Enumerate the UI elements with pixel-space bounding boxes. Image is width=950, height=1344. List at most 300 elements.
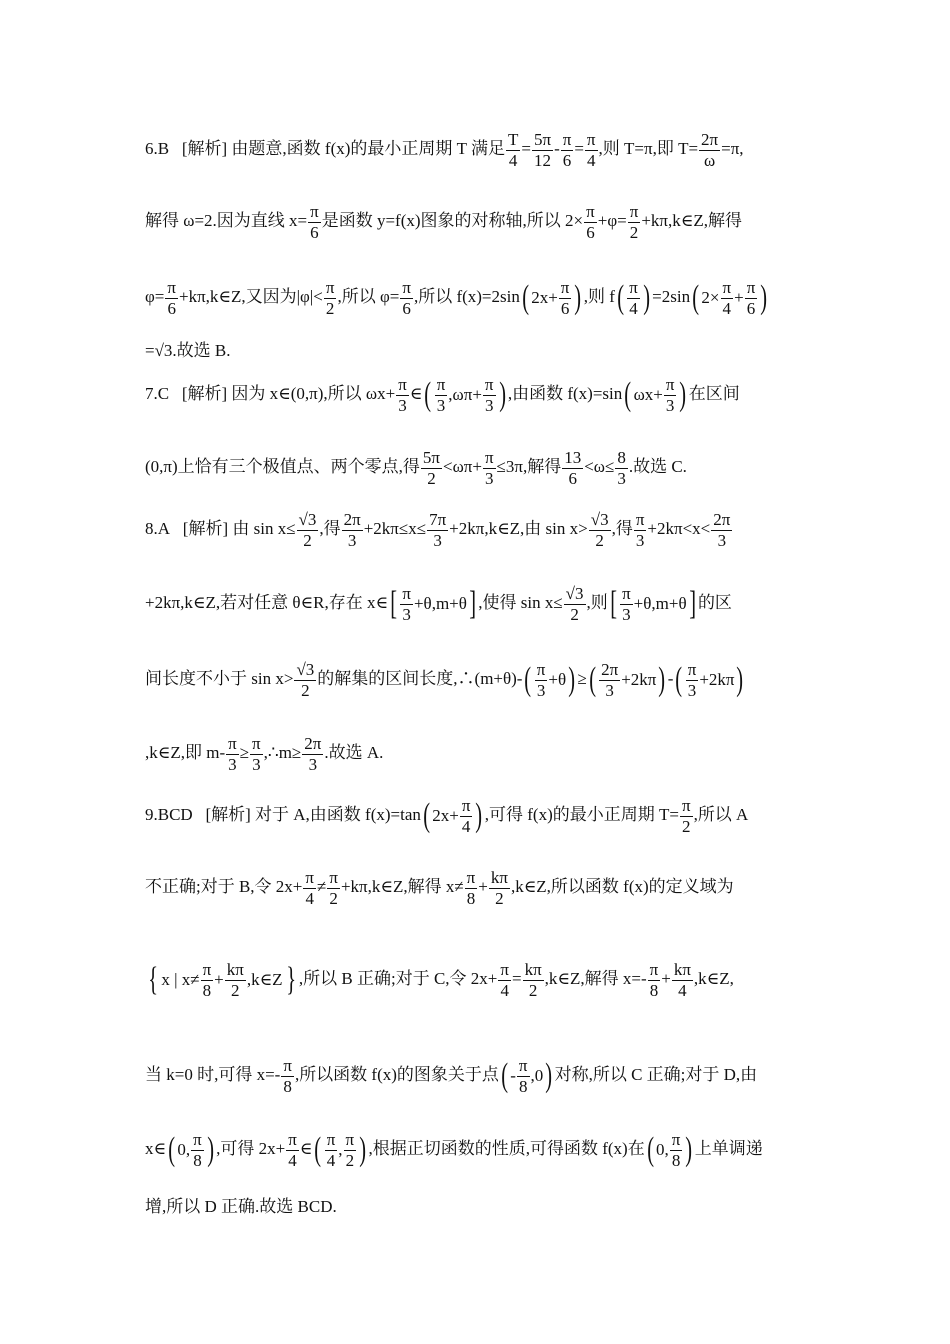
close-delimiter: ] (469, 585, 476, 623)
text-run: 2x+ (531, 288, 558, 308)
fraction (585, 130, 598, 170)
paren-group (587, 660, 668, 700)
fraction-denominator: 12 (534, 150, 552, 170)
text-line (145, 510, 805, 550)
fraction (672, 960, 693, 1000)
text-line (145, 130, 805, 170)
fraction-numerator: √3 (565, 584, 584, 603)
fraction-denominator: 4 (678, 980, 687, 1000)
text-run: 的区 (697, 592, 732, 612)
fraction-numerator: π (622, 584, 631, 603)
text-run: 间长度不小于 sin x> (145, 668, 294, 688)
text-run: ,根据正切函数的性质,可得函数 f(x)在 (368, 1138, 645, 1158)
fraction (564, 584, 586, 624)
fraction-denominator: 4 (461, 816, 471, 836)
text-run: <ω≤ (584, 456, 615, 476)
text-run: =π, (721, 138, 744, 158)
fraction-numerator: kπ (490, 868, 508, 887)
fraction (465, 868, 478, 908)
text-run: ∈ (299, 1138, 313, 1158)
fraction-denominator: 2 (595, 530, 604, 550)
fraction (421, 448, 442, 488)
fraction (535, 660, 548, 700)
text-run: , (338, 1140, 343, 1160)
fraction-denominator: 2 (570, 604, 579, 624)
fraction (721, 278, 734, 318)
fraction-denominator: 3 (665, 395, 675, 415)
close-delimiter: ) (475, 797, 483, 835)
fraction-denominator: 4 (288, 1150, 297, 1170)
fraction-numerator: π (500, 960, 509, 979)
fraction-numerator: π (402, 278, 411, 297)
fraction (327, 868, 340, 908)
fraction-denominator: 6 (568, 468, 577, 488)
fraction-numerator: π (484, 448, 494, 467)
fraction (302, 734, 323, 774)
fraction (297, 510, 319, 550)
fraction-denominator: ω (703, 150, 716, 170)
fraction-denominator: 3 (402, 604, 411, 624)
text-line (145, 375, 805, 415)
text-run: ,k∈Z (246, 970, 283, 990)
text-run: +2kπ (699, 670, 735, 690)
fraction (435, 375, 448, 415)
fraction-numerator: 5π (422, 448, 440, 467)
bracket-group (388, 584, 478, 624)
text-run: 当 k=0 时,可得 x=- (145, 1064, 281, 1084)
text-run: 7.C [解析] 因为 x∈(0,π),所以 ωx+ (145, 383, 396, 403)
text-run: ,k∈Z,所以函数 f(x)的定义域为 (510, 876, 734, 896)
fraction-numerator: π (536, 660, 546, 679)
fraction (559, 278, 572, 318)
close-delimiter: ) (679, 376, 687, 414)
text-run: = (574, 138, 584, 158)
fraction-numerator: π (746, 278, 756, 297)
text-run: (0,π)上恰有三个极值点、两个零点,得 (145, 456, 420, 476)
fraction-denominator: 4 (508, 150, 518, 170)
paren-group (520, 278, 584, 318)
fraction (627, 278, 640, 318)
fraction-denominator: 3 (228, 754, 237, 774)
fraction (286, 1130, 299, 1170)
text-run: x∈ (145, 1138, 167, 1158)
fraction-numerator: √3 (590, 510, 609, 529)
fraction (489, 868, 510, 908)
close-delimiter: ) (736, 661, 744, 699)
fraction (589, 510, 611, 550)
open-delimiter: ( (675, 661, 683, 699)
fraction (400, 584, 413, 624)
text-line (145, 584, 805, 624)
fraction-numerator: kπ (673, 960, 691, 979)
paren-group (690, 278, 770, 318)
close-delimiter: ] (688, 585, 696, 623)
fraction-numerator: π (326, 1130, 336, 1149)
fraction-numerator: T (507, 130, 519, 149)
fraction-numerator: π (466, 868, 476, 887)
text-run: +kπ,k∈Z,解得 (641, 210, 742, 230)
fraction-numerator: π (288, 1130, 297, 1149)
text-run: <ωπ+ (443, 456, 482, 476)
open-delimiter: ( (522, 279, 529, 317)
close-delimiter: ) (643, 279, 650, 317)
text-run: +2kπ≤x≤ (363, 518, 427, 538)
fraction-numerator: kπ (524, 960, 542, 979)
open-delimiter: [ (610, 585, 617, 623)
fraction (294, 660, 316, 700)
fraction (584, 202, 597, 242)
text-run: 不正确;对于 B,令 2x+ (145, 876, 303, 896)
text-line (145, 960, 805, 1000)
text-run: +θ,m+θ (413, 594, 467, 614)
fraction-numerator: √3 (296, 660, 315, 679)
text-run: 在区间 (688, 383, 740, 403)
open-delimiter: ( (524, 661, 532, 699)
open-delimiter: ( (314, 1131, 322, 1169)
fraction (400, 278, 413, 318)
text-run: 对称,所以 C 正确;对于 D,由 (554, 1064, 758, 1084)
fraction (483, 375, 496, 415)
fraction-numerator: π (665, 375, 675, 394)
set-braces (145, 960, 299, 1000)
fraction-numerator: π (252, 734, 261, 753)
fraction-numerator: π (687, 660, 697, 679)
fraction-denominator: 6 (310, 222, 319, 242)
fraction (532, 130, 553, 170)
fraction-numerator: π (436, 375, 446, 394)
fraction-denominator: 3 (687, 680, 697, 700)
text-run: +2kπ,k∈Z,若对任意 θ∈R,存在 x∈ (145, 592, 389, 612)
fraction (634, 510, 647, 550)
fraction-denominator: 2 (231, 980, 240, 1000)
fraction (506, 130, 520, 170)
text-run: x | x≠ (161, 970, 200, 990)
text-run: +kπ,k∈Z,解得 x≠ (340, 876, 464, 896)
fraction-denominator: 3 (436, 395, 446, 415)
fraction-numerator: 13 (564, 448, 582, 467)
fraction-denominator: 3 (484, 395, 494, 415)
open-delimiter: ( (423, 797, 430, 835)
fraction-numerator: 7π (429, 510, 447, 529)
fraction (165, 278, 178, 318)
fraction-numerator: π (461, 796, 471, 815)
text-run: - (510, 1066, 516, 1086)
fraction-denominator: 2 (495, 888, 504, 908)
fraction-numerator: π (202, 960, 212, 979)
text-run: 上单调递 (694, 1138, 763, 1158)
fraction (648, 960, 661, 1000)
text-line (145, 336, 805, 361)
text-run: ,k∈Z,即 m- (145, 742, 226, 762)
fraction (523, 960, 544, 1000)
text-run: ωx+ (633, 385, 663, 405)
text-run: ,则 T=π,即 T= (598, 138, 699, 158)
fraction (699, 130, 720, 170)
fraction (396, 375, 409, 415)
paren-group (312, 1130, 368, 1170)
paren-group (499, 1056, 555, 1096)
fraction (483, 448, 496, 488)
text-run: ≤3π,解得 (496, 456, 562, 476)
close-delimiter: ) (359, 1131, 367, 1169)
text-run: ≠ (317, 876, 327, 896)
fraction-denominator: 6 (167, 298, 176, 318)
fraction-numerator: π (402, 584, 411, 603)
fraction (517, 1056, 530, 1096)
fraction (628, 202, 641, 242)
fraction (561, 130, 574, 170)
fraction-denominator: 3 (252, 754, 261, 774)
text-run: ,所以 A (693, 804, 749, 824)
text-run: +kπ,k∈Z,又因为|φ|< (179, 286, 323, 306)
paren-group (421, 796, 485, 836)
fraction-numerator: π (722, 278, 732, 297)
text-run: = (511, 968, 522, 988)
fraction (670, 1130, 683, 1170)
text-run: +2kπ<x< (647, 518, 711, 538)
fraction-denominator: 2 (528, 980, 538, 1000)
fraction (686, 660, 699, 700)
fraction-denominator: 6 (402, 298, 411, 318)
fraction-numerator: π (228, 734, 237, 753)
fraction-numerator: π (283, 1056, 292, 1075)
text-run: + (661, 968, 671, 988)
text-run: 2× (701, 288, 720, 308)
fraction-denominator: 8 (649, 980, 659, 1000)
text-run: 增,所以 D 正确.故选 BCD. (145, 1197, 337, 1216)
fraction-numerator: 2π (343, 510, 361, 529)
text-run: +2kπ (621, 670, 657, 690)
text-line (145, 734, 805, 774)
fraction-numerator: π (671, 1130, 681, 1149)
fraction (226, 734, 239, 774)
open-delimiter: ( (646, 1131, 654, 1169)
fraction-denominator: 8 (202, 980, 212, 1000)
fraction-denominator: 6 (746, 298, 756, 318)
paren-group (422, 375, 507, 415)
text-run: φ= (145, 286, 165, 306)
text-line (145, 1192, 805, 1217)
text-run: ,所以 φ= (337, 286, 400, 306)
fraction-denominator: 4 (586, 150, 596, 170)
text-run: ,所以函数 f(x)的图象关于点 (294, 1064, 499, 1084)
fraction (225, 960, 246, 1000)
text-run: =2sin (652, 286, 691, 306)
text-run: ,k∈Z, (693, 968, 734, 988)
fraction-numerator: π (305, 868, 314, 887)
fraction-numerator: π (518, 1056, 528, 1075)
close-delimiter: ) (685, 1131, 693, 1169)
fraction-numerator: π (649, 960, 659, 979)
fraction-numerator: π (560, 278, 570, 297)
fraction-denominator: 4 (722, 298, 732, 318)
fraction (427, 510, 448, 550)
text-run: ,∴m≥ (263, 742, 302, 762)
fraction (460, 796, 473, 836)
text-run: 8.A [解析] 由 sin x≤ (145, 518, 296, 538)
fraction-denominator: 2 (329, 888, 338, 908)
text-run: ,所以 f(x)=2sin (413, 286, 520, 306)
text-run: ,k∈Z,解得 x=- (544, 968, 647, 988)
fraction-denominator: 4 (629, 298, 638, 318)
text-run: 0, (656, 1140, 669, 1160)
text-run: + (734, 288, 744, 308)
open-delimiter: { (148, 961, 159, 999)
fraction-denominator: 2 (427, 468, 436, 488)
close-delimiter: ) (498, 376, 506, 414)
text-run: ,可得 2x+ (216, 1138, 286, 1158)
open-delimiter: ( (501, 1057, 508, 1095)
open-delimiter: [ (390, 585, 398, 623)
open-delimiter: ( (692, 279, 700, 317)
fraction (664, 375, 677, 415)
text-run: ,0 (530, 1066, 544, 1086)
text-run: 2x+ (432, 806, 459, 826)
close-delimiter: } (285, 961, 296, 999)
text-run: 0, (177, 1140, 191, 1160)
text-run: - (667, 668, 674, 688)
text-line (145, 868, 805, 908)
open-delimiter: ( (617, 279, 624, 317)
fraction-numerator: √3 (298, 510, 317, 529)
fraction-denominator: 4 (305, 888, 314, 908)
close-delimiter: ) (658, 661, 666, 699)
text-run: ≥ (239, 742, 250, 762)
fraction-denominator: 3 (617, 468, 626, 488)
fraction-numerator: π (193, 1130, 202, 1149)
fraction-numerator: kπ (226, 960, 244, 979)
fraction-numerator: π (325, 278, 335, 297)
fraction-denominator: 2 (303, 530, 312, 550)
fraction-numerator: π (167, 278, 176, 297)
fraction-numerator: 2π (601, 660, 619, 679)
fraction (324, 278, 337, 318)
text-run: +θ (548, 670, 567, 690)
fraction-denominator: 8 (283, 1076, 292, 1096)
paren-group (615, 278, 652, 318)
text-run: + (478, 876, 488, 896)
text-run: 6.B [解析] 由题意,函数 f(x)的最小正周期 T 满足 (145, 138, 505, 158)
fraction-numerator: π (681, 796, 691, 815)
fraction-denominator: 6 (560, 298, 570, 318)
text-line (145, 660, 805, 700)
fraction-numerator: π (562, 130, 572, 149)
fraction-numerator: 2π (304, 734, 322, 753)
fraction (342, 510, 363, 550)
open-delimiter: ( (589, 661, 596, 699)
text-line (145, 202, 805, 242)
fraction-denominator: 3 (605, 680, 614, 700)
open-delimiter: ( (168, 1131, 176, 1169)
text-run: ,ωπ+ (448, 385, 482, 405)
text-run: 的解集的区间长度,∴(m+θ)- (317, 668, 523, 688)
text-run: ,可得 f(x)的最小正周期 T= (484, 804, 679, 824)
fraction-numerator: π (398, 375, 407, 394)
fraction-denominator: 8 (466, 888, 476, 908)
text-run: ≥ (577, 668, 587, 688)
fraction (303, 868, 316, 908)
text-line (145, 1056, 805, 1096)
fraction (201, 960, 214, 1000)
fraction-denominator: 2 (325, 298, 335, 318)
fraction-denominator: 3 (622, 604, 631, 624)
fraction-numerator: π (586, 130, 596, 149)
fraction-denominator: 3 (635, 530, 645, 550)
fraction-numerator: π (310, 202, 319, 221)
open-delimiter: ( (624, 376, 632, 414)
text-run: .故选 A. (324, 742, 384, 762)
paren-group (645, 1130, 695, 1170)
close-delimiter: ) (574, 279, 582, 317)
close-delimiter: ) (545, 1057, 553, 1095)
fraction-denominator: 4 (326, 1150, 336, 1170)
text-run: ,则 f (583, 286, 615, 306)
fraction (250, 734, 263, 774)
fraction-numerator: π (635, 510, 645, 529)
text-run: ,所以 B 正确;对于 C,令 2x+ (298, 968, 498, 988)
fraction (562, 448, 583, 488)
paren-group (673, 660, 745, 700)
text-run: + (214, 970, 224, 990)
text-line (145, 796, 805, 836)
fraction-numerator: π (629, 202, 639, 221)
close-delimiter: ) (568, 661, 576, 699)
fraction-denominator: 2 (629, 222, 639, 242)
text-run: +θ,m+θ (633, 594, 687, 614)
open-delimiter: ( (424, 376, 432, 414)
fraction (325, 1130, 338, 1170)
fraction-numerator: 5π (533, 130, 552, 149)
text-run: ,得 (611, 518, 633, 538)
text-line (145, 448, 805, 488)
fraction-numerator: π (329, 868, 338, 887)
fraction-numerator: 2π (701, 130, 719, 149)
fraction (745, 278, 758, 318)
fraction-denominator: 2 (345, 1150, 355, 1170)
text-run: .故选 C. (628, 456, 687, 476)
fraction-denominator: 3 (398, 395, 407, 415)
fraction-denominator: 3 (485, 468, 494, 488)
text-run: =√3.故选 B. (145, 341, 231, 360)
text-run: ∈ (409, 383, 423, 403)
close-delimiter: ) (207, 1131, 214, 1169)
fraction (344, 1130, 357, 1170)
fraction-denominator: 6 (586, 222, 595, 242)
text-run: +2kπ,k∈Z,由 sin x> (449, 518, 588, 538)
fraction (498, 960, 511, 1000)
text-run: - (554, 138, 560, 158)
fraction (615, 448, 628, 488)
text-run: = (521, 138, 531, 158)
fraction-denominator: 2 (301, 680, 310, 700)
fraction-denominator: 3 (347, 530, 357, 550)
fraction-numerator: 2π (713, 510, 731, 529)
fraction (620, 584, 633, 624)
fraction-denominator: 3 (433, 530, 442, 550)
text-run: 解得 ω=2.因为直线 x= (145, 210, 308, 230)
fraction (599, 660, 620, 700)
text-run: ,则 (586, 592, 608, 612)
fraction (191, 1130, 204, 1170)
close-delimiter: ) (760, 279, 768, 317)
text-run: ,得 (319, 518, 341, 538)
text-run: ,使得 sin x≤ (478, 592, 563, 612)
fraction-numerator: π (484, 375, 494, 394)
fraction-numerator: π (586, 202, 595, 221)
fraction-numerator: 8 (617, 448, 626, 467)
fraction-denominator: 6 (562, 150, 572, 170)
text-line (145, 1130, 805, 1170)
